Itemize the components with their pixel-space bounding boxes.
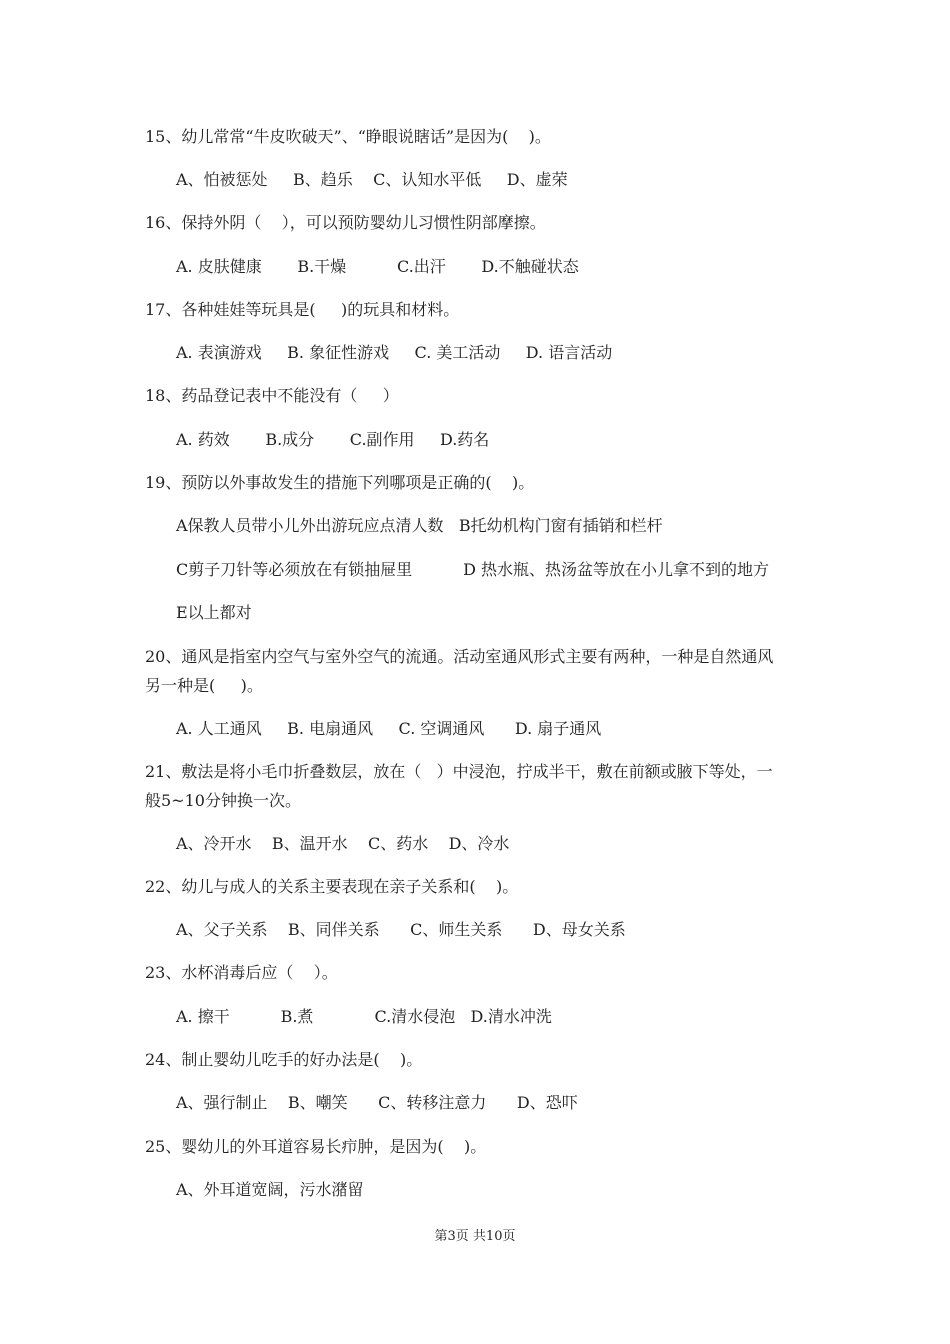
question-15: 15、幼儿常常“牛皮吹破天”、“睁眼说瞎话”是因为( )。: [145, 127, 551, 146]
options-17: A. 表演游戏 B. 象征性游戏 C. 美工活动 D. 语言活动: [176, 343, 613, 362]
page-footer: 第3页 共10页: [434, 1229, 516, 1244]
options-19-line-2: C剪子刀针等必须放在有锁抽屉里 D 热水瓶、热汤盆等放在小儿拿不到的地方: [176, 560, 770, 579]
options-19-line-3: E以上都对: [176, 603, 252, 622]
options-18: A. 药效 B.成分 C.副作用 D.药名: [176, 430, 490, 449]
question-21-continued: 般5~10分钟换一次。: [145, 791, 301, 810]
question-22: 22、幼儿与成人的关系主要表现在亲子关系和( )。: [145, 877, 519, 896]
question-24: 24、制止婴幼儿吃手的好办法是( )。: [145, 1050, 423, 1069]
options-21: A、冷开水 B、温开水 C、药水 D、冷水: [176, 834, 510, 853]
question-16: 16、保持外阴（ ），可以预防婴幼儿习惯性阴部摩擦。: [145, 213, 546, 232]
options-16: A. 皮肤健康 B.干燥 C.出汗 D.不触碰状态: [176, 257, 579, 276]
question-25: 25、婴幼儿的外耳道容易长疖肿，是因为( )。: [145, 1137, 487, 1156]
question-20-continued: 另一种是( )。: [145, 676, 263, 695]
question-23: 23、水杯消毒后应（ ）。: [145, 963, 338, 982]
question-20: 20、通风是指室内空气与室外空气的流通。活动室通风形式主要有两种，一种是自然通风: [145, 647, 774, 666]
options-22: A、父子关系 B、同伴关系 C、师生关系 D、母女关系: [176, 920, 626, 939]
options-24: A、强行制止 B、嘲笑 C、转移注意力 D、恐吓: [176, 1093, 578, 1112]
options-23: A. 擦干 B.煮 C.清水侵泡 D.清水冲洗: [176, 1007, 552, 1026]
options-20: A. 人工通风 B. 电扇通风 C. 空调通风 D. 扇子通风: [176, 719, 602, 738]
options-25: A、外耳道宽阔，污水潴留: [176, 1180, 364, 1199]
question-18: 18、药品登记表中不能没有（ ）: [145, 386, 399, 405]
question-17: 17、各种娃娃等玩具是( )的玩具和材料。: [145, 300, 460, 319]
options-15: A、怕被惩处 B、趋乐 C、认知水平低 D、虚荣: [176, 170, 568, 189]
question-19: 19、预防以外事故发生的措施下列哪项是正确的( )。: [145, 473, 535, 492]
question-21: 21、敷法是将小毛巾折叠数层，放在（ ）中浸泡，拧成半干，敷在前额或腋下等处，一: [145, 762, 773, 781]
options-19-line-1: A保教人员带小儿外出游玩应点清人数 B托幼机构门窗有插销和栏杆: [176, 516, 663, 535]
